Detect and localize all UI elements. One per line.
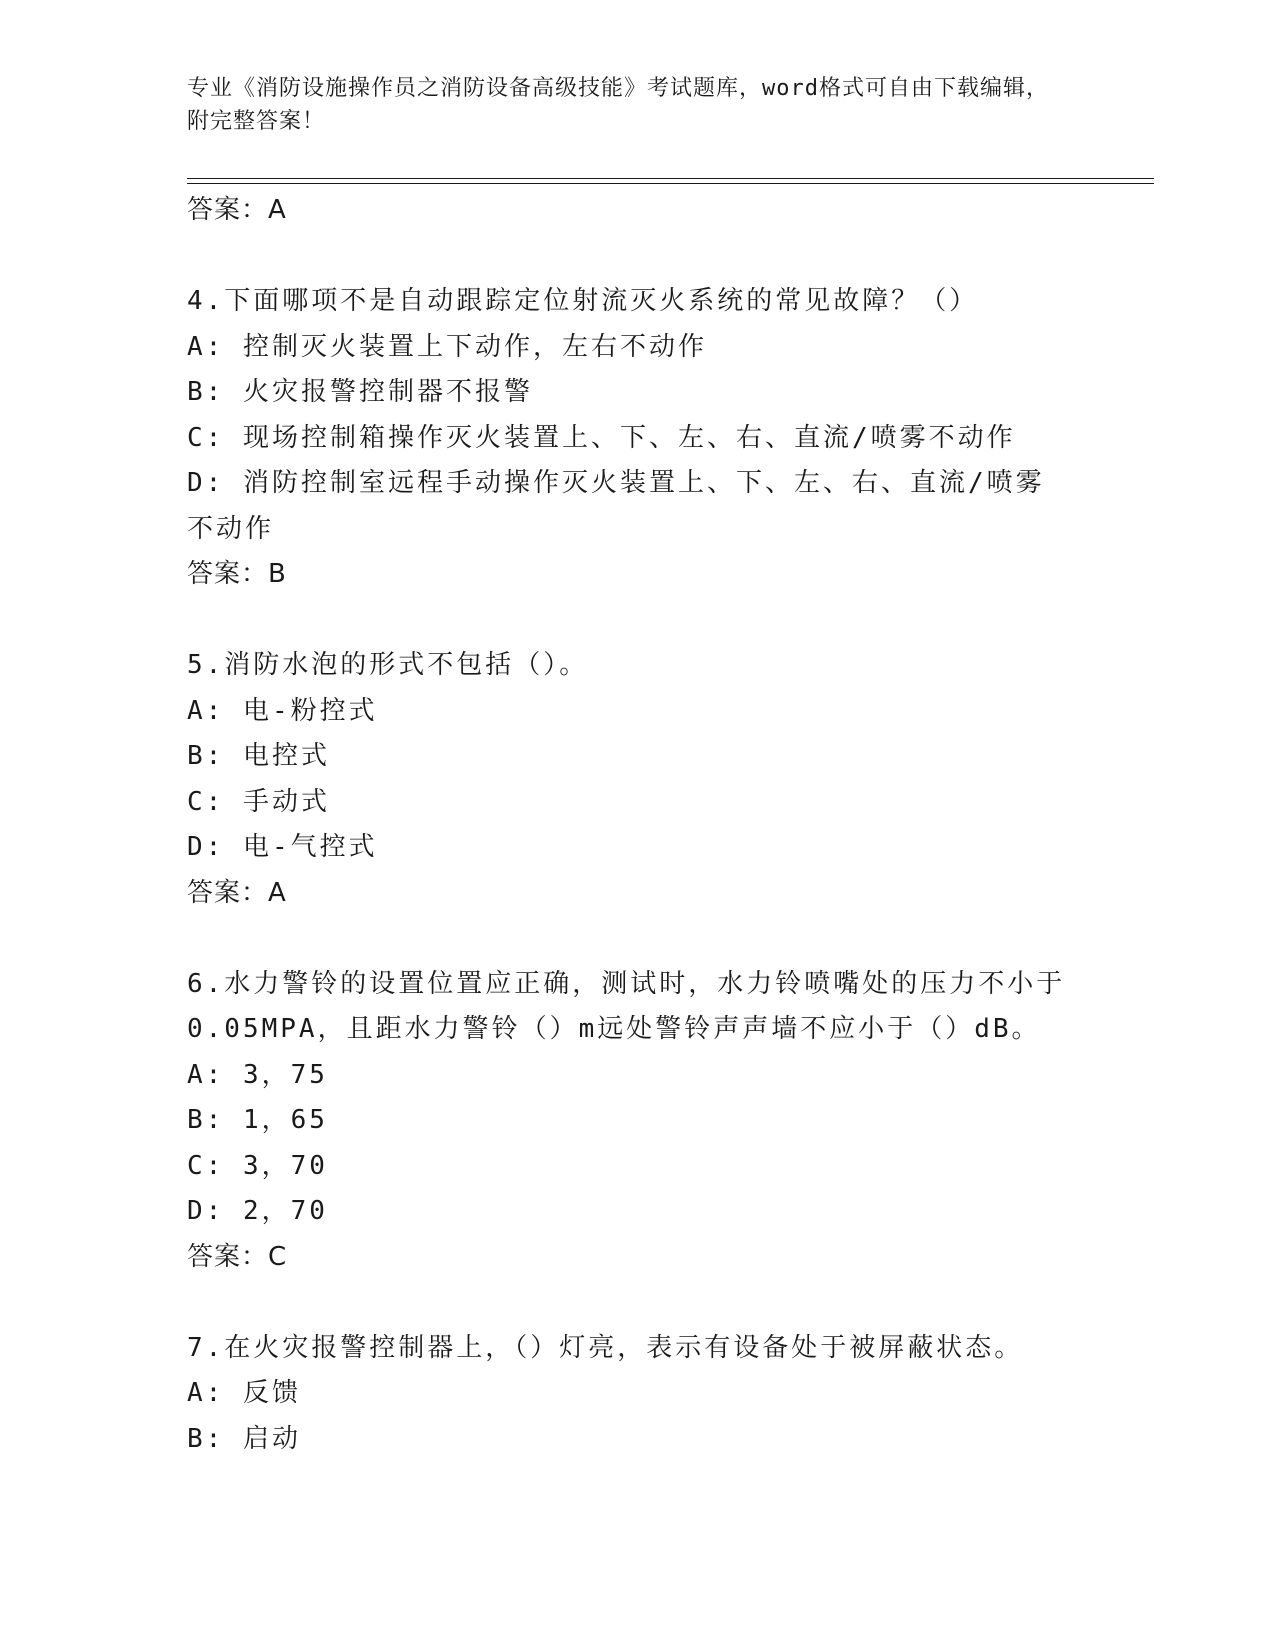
option-b: B: 1，65 — [187, 1105, 328, 1135]
answer-q3: 答案：A — [187, 195, 287, 225]
option-a: A: 控制灭火装置上下动作，左右不动作 — [187, 331, 707, 362]
question-5 — [187, 643, 1087, 916]
option-b: B: 火灾报警控制器不报警 — [187, 377, 533, 407]
option-b: B: 启动 — [187, 1423, 301, 1454]
question-6 — [187, 962, 1087, 1281]
question-4 — [187, 279, 1087, 598]
question-stem: 4.下面哪项不是自动跟踪定位射流灭火系统的常见故障？（） — [187, 286, 979, 316]
option-b: B: 电控式 — [187, 741, 330, 771]
header-rule-top — [187, 178, 1154, 179]
option-d: D: 电-气控式 — [187, 832, 378, 862]
header-rule-bottom — [187, 183, 1154, 184]
option-a: A: 3，75 — [187, 1059, 328, 1090]
answer: 答案：A — [187, 877, 287, 908]
option-c: C: 3，70 — [187, 1150, 328, 1181]
question-7 — [187, 1326, 1087, 1463]
question-stem: 7.在火灾报警控制器上，（）灯亮，表示有设备处于被屏蔽状态。 — [187, 1332, 1024, 1363]
answer: 答案：B — [187, 559, 287, 589]
question-stem: 5.消防水泡的形式不包括（）。 — [187, 650, 589, 680]
option-a: A: 电-粉控式 — [187, 695, 378, 726]
option-d: D: 2，70 — [187, 1196, 328, 1226]
question-list — [187, 188, 1087, 1462]
document-header: 专业《消防设施操作员之消防设备高级技能》考试题库，word格式可自由下载编辑，附完整答案！ — [187, 76, 1049, 134]
option-a: A: 反馈 — [187, 1378, 301, 1408]
question-stem: 6.水力警铃的设置位置应正确，测试时，水力铃喷嘴处的压力不小于0.05MPA，且距水力警铃（）m远处警铃声声墙不应小于（）dB。 — [187, 968, 1066, 1044]
option-d: D: 消防控制室远程手动操作灭火装置上、下、左、右、直流/喷雾不动作 — [187, 468, 1045, 544]
option-c: C: 现场控制箱操作灭火装置上、下、左、右、直流/喷雾不动作 — [187, 422, 1016, 453]
answer: 答案：C — [187, 1241, 288, 1272]
option-c: C: 手动式 — [187, 786, 330, 817]
